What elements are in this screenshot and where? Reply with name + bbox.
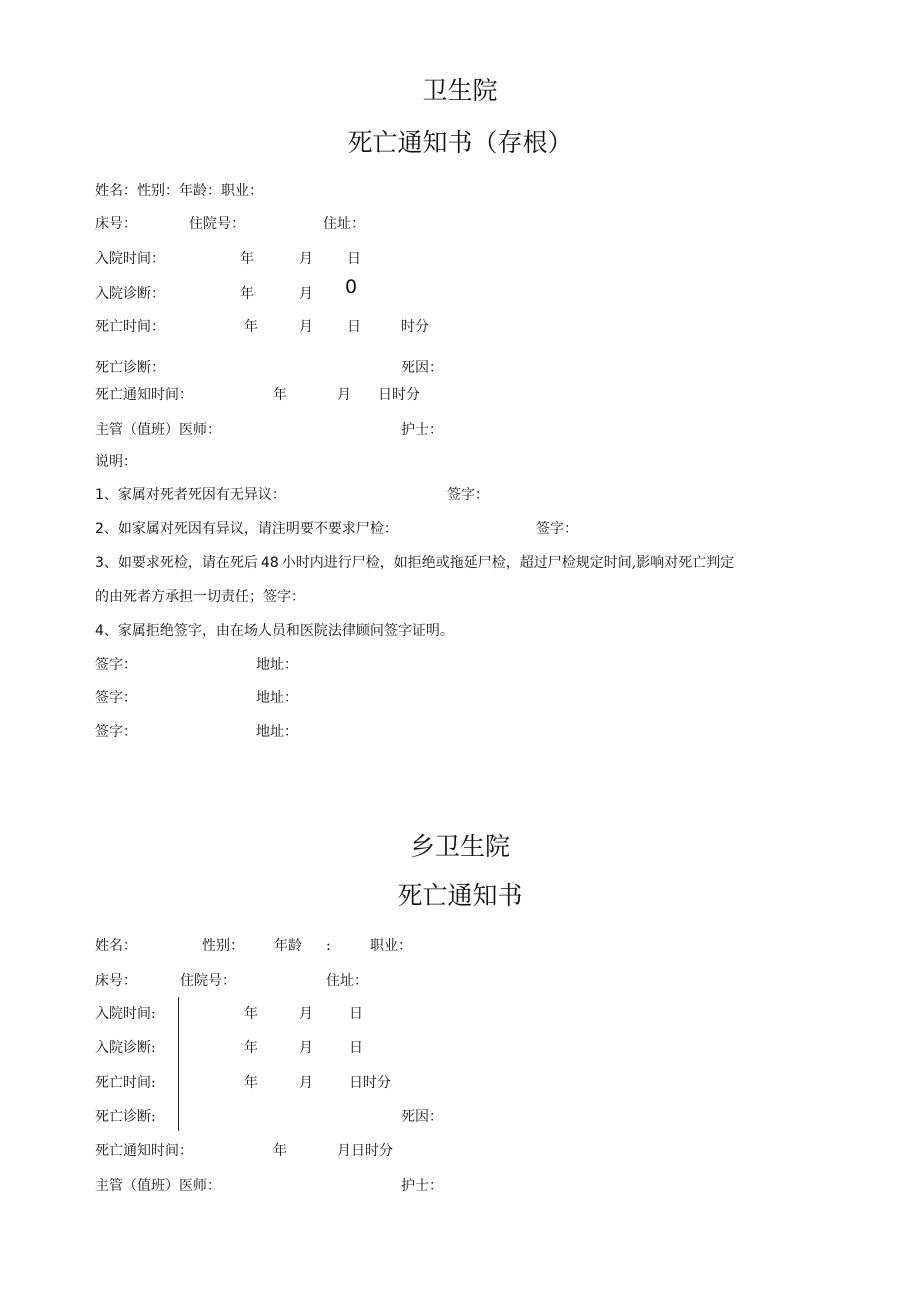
stub-admission-time-label: 入院时间： — [95, 251, 165, 267]
stub-witness-1-sign: 签字： — [95, 657, 137, 673]
notice-nurse-label: 护士： — [401, 1178, 443, 1194]
stub-hospital-title: 卫生院 — [422, 76, 498, 105]
notice-notice-time-label: 死亡通知时间： — [95, 1143, 193, 1159]
note-2-number: 2 — [95, 521, 104, 537]
note-3-number: 3 — [95, 555, 104, 571]
notice-vertical-rule — [178, 997, 179, 1131]
stub-address-label: 住址： — [323, 216, 365, 232]
notice-diag-month: 月 — [299, 1040, 313, 1056]
notice-bed-label: 床号： — [95, 973, 137, 989]
notice-age-colon: : — [326, 938, 331, 954]
notice-doctor-label: 主管（值班）医师： — [95, 1178, 221, 1194]
notice-cause-label: 死因： — [401, 1109, 443, 1125]
stub-diag-year: 年 — [240, 286, 254, 302]
stub-witness-1-address: 地址： — [256, 657, 298, 673]
stub-nurse-label: 护士： — [401, 422, 443, 438]
notice-admission-diag-label: 入院诊断: — [95, 1040, 156, 1056]
stub-death-diag-label: 死亡诊断： — [95, 360, 165, 376]
stub-witness-2-sign: 签字： — [95, 690, 137, 706]
stub-note-2 — [95, 521, 398, 537]
stub-note-3-line2: 的由死者方承担一切责任；签字： — [95, 589, 305, 605]
notice-form-title: 死亡通知书 — [397, 881, 523, 910]
stub-doctor-label: 主管（值班）医师： — [95, 422, 221, 438]
stub-note-1-sign: 签字： — [447, 487, 489, 503]
stub-admission-diag-label: 入院诊断： — [95, 286, 165, 302]
stub-notice-day-hour-min: 日时分 — [378, 387, 420, 403]
notice-death-day-hour-min: 日时分 — [349, 1075, 391, 1091]
stub-form-title: 死亡通知书（存根） — [347, 128, 573, 157]
notice-death-diag-label: 死亡诊断: — [95, 1109, 156, 1125]
stub-witness-3-address: 地址： — [256, 724, 298, 740]
notice-death-year: 年 — [244, 1075, 258, 1091]
stub-note-1 — [95, 487, 286, 503]
notice-hospital-title: 乡卫生院 — [409, 832, 510, 861]
notice-diag-year: 年 — [244, 1040, 258, 1056]
stub-note-2-sign: 签字： — [536, 521, 578, 537]
notice-address-label: 住址： — [326, 973, 368, 989]
note-3-text-a: 、如要求死检，请在死后 — [103, 555, 258, 571]
notice-diag-day: 日 — [349, 1040, 363, 1056]
stub-cause-label: 死因： — [401, 360, 443, 376]
note-4-text: 、家属拒绝签字，由在场人员和医院法律顾问签字证明。 — [103, 623, 454, 639]
stub-death-month: 月 — [299, 319, 313, 335]
notice-age-label: 年龄 — [274, 938, 302, 954]
notice-inpatient-no-label: 住院号： — [180, 973, 236, 989]
notice-admission-month: 月 — [299, 1006, 313, 1022]
note-4-number: 4 — [95, 623, 104, 639]
stub-diag-month: 月 — [299, 286, 313, 302]
stub-admission-day: 日 — [347, 251, 361, 267]
stub-death-year: 年 — [244, 319, 258, 335]
note-3-text-b: 小时内进行尸检，如拒绝或拖延尸检，超过尸检规定时间,影响对死亡判定 — [281, 555, 735, 571]
stub-admission-year: 年 — [240, 251, 254, 267]
notice-gender-label: 性别： — [202, 938, 244, 954]
stub-witness-2-address: 地址： — [256, 690, 298, 706]
notice-admission-time-label: 入院时间: — [95, 1006, 156, 1022]
notice-death-month: 月 — [299, 1075, 313, 1091]
stub-notice-month: 月 — [337, 387, 351, 403]
stub-witness-3-sign: 签字： — [95, 724, 137, 740]
notice-death-time-label: 死亡时间: — [95, 1075, 156, 1091]
note-1-text: 、家属对死者死因有无异议： — [103, 487, 286, 503]
notice-notice-year: 年 — [273, 1143, 287, 1159]
stub-notice-time-label: 死亡通知时间： — [95, 387, 193, 403]
stub-death-time-label: 死亡时间： — [95, 319, 165, 335]
stub-note-4 — [95, 623, 454, 639]
stub-bed-label: 床号： — [95, 216, 137, 232]
stub-patient-row: 姓名：性别：年龄：职业： — [95, 183, 263, 199]
note-2-text: 、如家属对死因有异议，请注明要不要求尸检： — [103, 521, 398, 537]
stub-admission-month: 月 — [299, 251, 313, 267]
notice-admission-year: 年 — [244, 1006, 258, 1022]
stub-notice-year: 年 — [273, 387, 287, 403]
notice-notice-month-day-hour-min: 月日时分 — [337, 1143, 393, 1159]
note-3-hours: 48 — [260, 555, 279, 571]
stub-notes-label: 说明： — [95, 454, 137, 470]
notice-occupation-label: 职业： — [370, 938, 412, 954]
stub-death-hour-min: 时分 — [401, 319, 429, 335]
notice-name-label: 姓名： — [95, 938, 137, 954]
stub-note-3 — [95, 555, 734, 571]
stub-diag-zero: 0 — [345, 276, 358, 298]
note-1-number: 1 — [95, 487, 104, 503]
stub-inpatient-no-label: 住院号： — [189, 216, 245, 232]
notice-admission-day: 日 — [349, 1006, 363, 1022]
stub-death-day: 日 — [347, 319, 361, 335]
